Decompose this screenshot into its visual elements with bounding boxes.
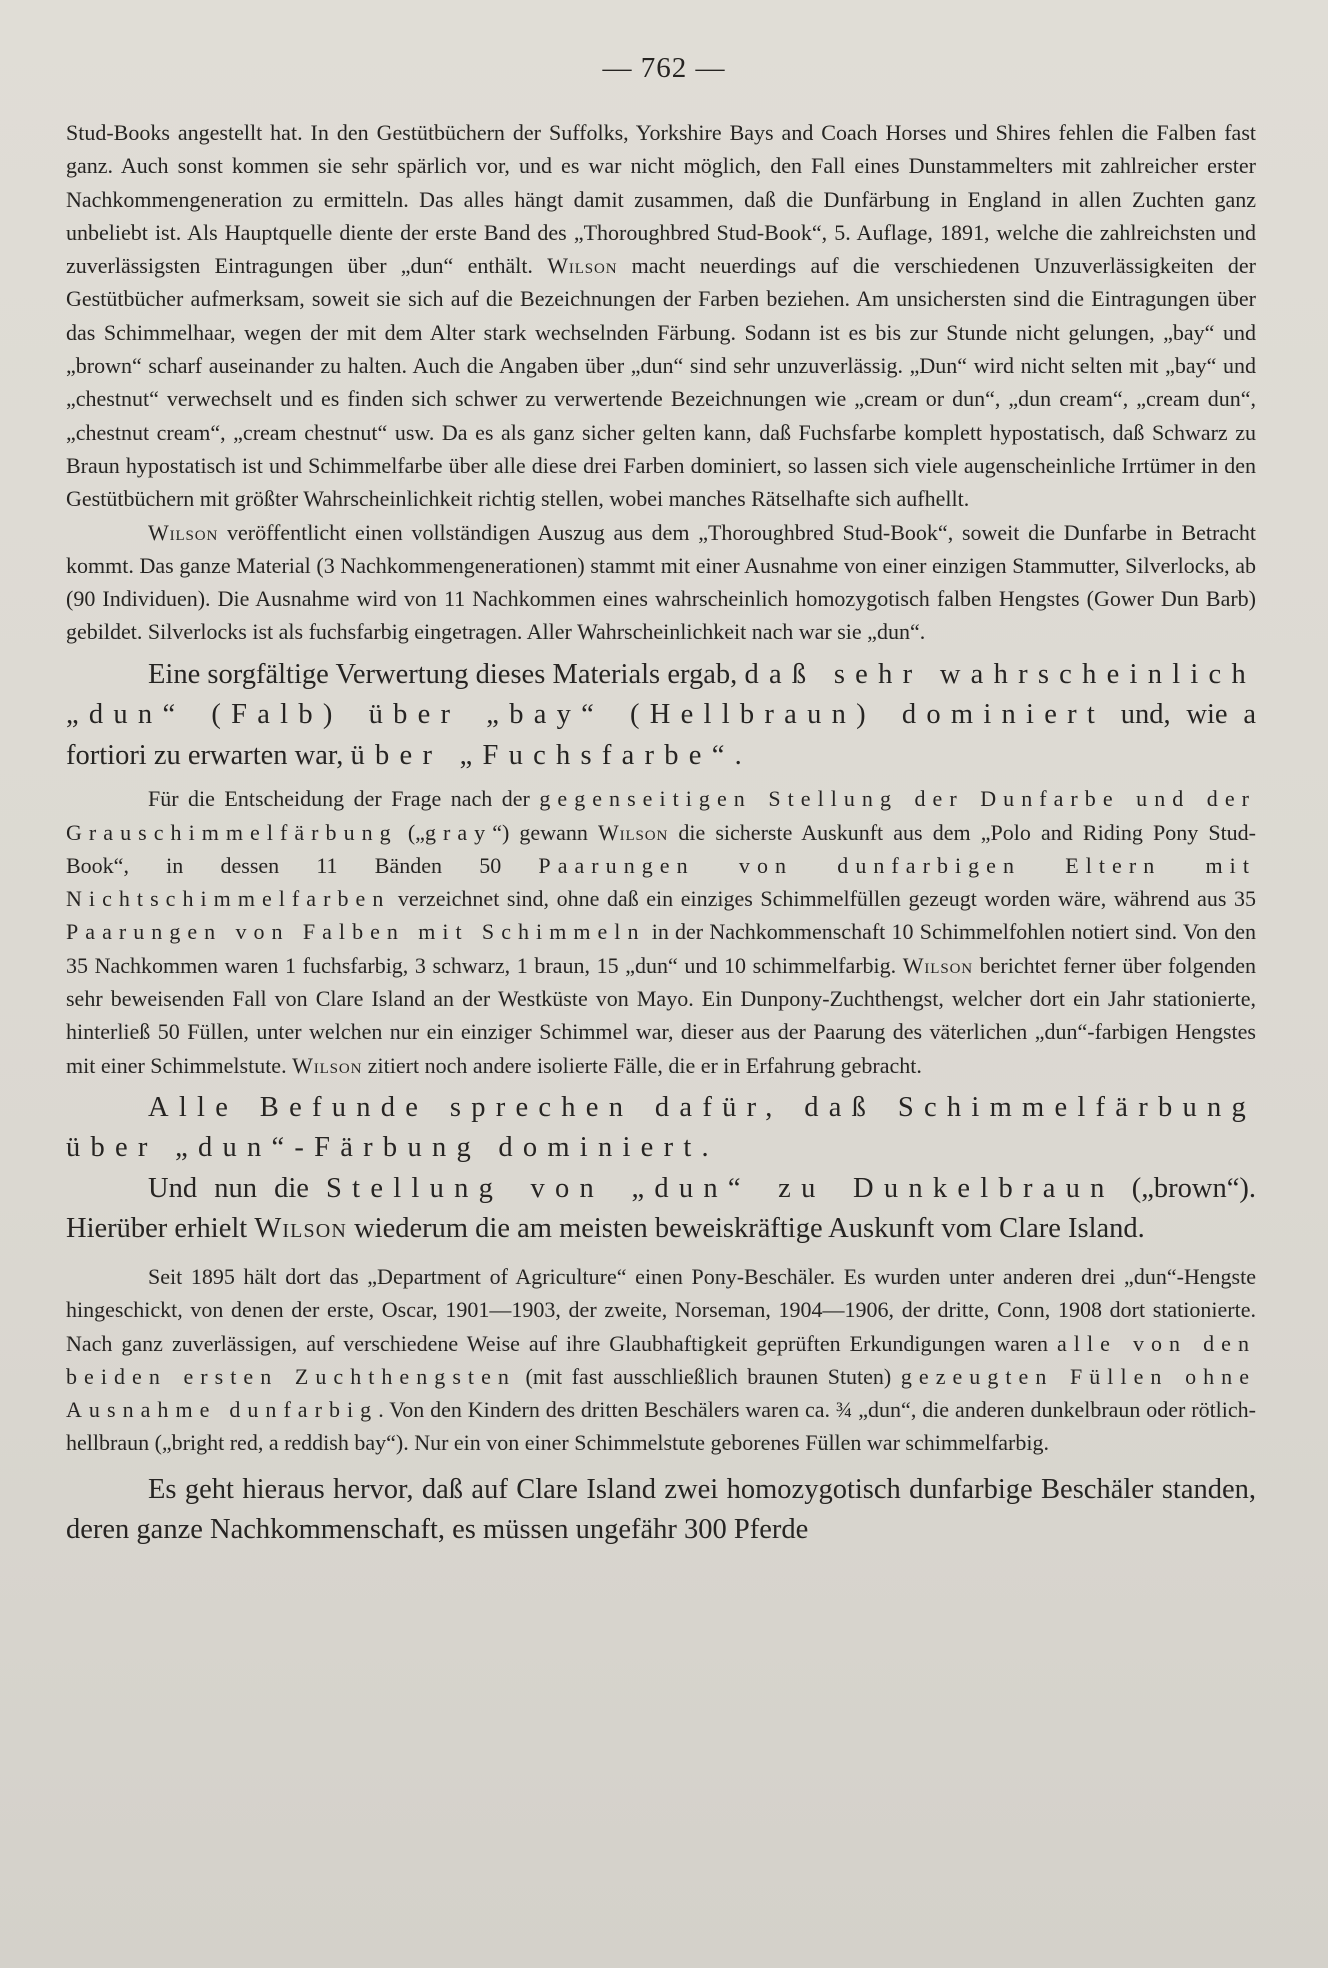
text-run: . bbox=[701, 1132, 709, 1164]
text-run: “) gewann bbox=[492, 819, 598, 845]
text-run: veröffentlicht einen vollständigen Auszug aus dem „Thoroughbred Stud-Book“, soweit die Dunfarbe in Betracht kommt. Das ganze Material (3 Nachkommengenerationen) stammt mit einer Ausnahme von einer einzigen Stammutter, Silverlocks, ab (90 Individuen). Die Ausnahme wird von 11 Nachkommen eines wahrscheinlich homozygotisch falben Hengstes (Gower Dun Barb) gebildet. Silverlocks ist als fuchsfarbig eingetragen. Aller Wahrscheinlichkeit nach war sie „dun“. bbox=[66, 519, 1256, 645]
text-run: in der Nachkommenschaft 10 Schimmelfohlen notiert sind. Von den 35 Nachkommen waren 1 fuchsfarbig, 3 schwarz, 1 braun, 15 „dun“ und 10 schimmelfarbig. bbox=[66, 919, 1256, 978]
spaced-emphasis: Paarungen von Falben mit Schimmeln bbox=[66, 919, 646, 945]
text-run: . Von den Kindern des dritten Beschälers waren ca. ¾ „dun“, die anderen dunkelbraun oder rötlich-hellbraun („bright red, a reddish bay“). Nur ein von einer Schimmelstute geborenes Füllen war schimmelfarbig. bbox=[66, 1397, 1256, 1456]
text-run: berichtet ferner über folgenden sehr beweisenden Fall von Clare Island an der Westküste von Mayo. Ein Dunpony-Zuchthengst, welcher dort ein Jahr stationierte, hinterließ 50 Füllen, unter welchen nur ein einziger Schimmel war, dieser aus der Paarung des väterlichen „dun“-farbigen Hengstes mit einer Schimmelstute. bbox=[66, 952, 1257, 1078]
paragraph-wilson-extract bbox=[66, 516, 1256, 649]
text-run: macht neuerdings auf die verschiedenen Unzuverlässigkeiten der Gestütbücher aufmerksam, soweit sie sich auf die Bezeichnungen der Farben beziehen. Am unsichersten sind die Eintragungen über das Schimmelhaar, wegen der mit dem Alter stark wechselnden Färbung. Sodann ist es bis zur Stunde nicht gelungen, „bay“ und „brown“ scharf auseinander zu halten. Auch die Angaben über „dun“ sind sehr unzuverlässig. „Dun“ wird nicht selten mit „bay“ und „chestnut“ verwechselt und es finden sich schwer zu verwertende Bezeichnungen wie „cream or dun“, „dun cream“, „cream dun“, „chestnut cream“, „cream chestnut“ usw. Da es als ganz sicher gelten kann, daß Fuchsfarbe komplett hypostatisch, daß Schwarz zu Braun hypostatisch ist und Schimmelfarbe über alle diese drei Farben dominiert, so lassen sich viele augenscheinliche Irrtümer in den Gestütbüchern mit größter Wahrscheinlichkeit richtig stellen, wobei manches Rätselhafte sich aufhellt. bbox=[66, 253, 1256, 512]
paragraph-clare-island-conclusion bbox=[66, 1470, 1256, 1551]
spaced-emphasis: alle von den beiden ersten Zuchthengsten bbox=[66, 1330, 1256, 1389]
text-run: Es geht hieraus hervor, daß auf Clare Island zwei homozygotisch dunfarbige Beschäler standen, deren ganze Nachkommenschaft, es müssen ungefähr 300 Pferde bbox=[66, 1473, 1256, 1546]
text-run: Seit 1895 hält dort das „Department of Agriculture“ einen Pony-Beschäler. Es wurden unter anderen drei „dun“-Hengste hingeschickt, von denen der erste, Oscar, 1901—1903, der zweite, Norseman, 1904—1906, der dritte, Conn, 1908 dort stationierte. Nach ganz zuverlässigen, auf verschiedene Weise auf ihre Glaubhaftigkeit geprüften Erkundigungen waren bbox=[66, 1263, 1256, 1356]
author-name-small-caps: Wilson bbox=[598, 819, 669, 845]
text-run: die sicherste Auskunft aus dem „Polo and Riding Pony Stud-Book“, in dessen 11 Bänden 50 bbox=[66, 819, 1257, 878]
text-run: Für die Entscheidung der Frage nach der bbox=[148, 786, 540, 812]
text-run: Eine sorgfältige Verwertung dieses Materials ergab, bbox=[148, 658, 745, 690]
text-run: Stud-Books angestellt hat. In den Gestütbüchern der Suffolks, Yorkshire Bays and Coach Horses und Shires fehlen die Falben fast ganz. Auch sonst kommen sie sehr spärlich vor, und es war nicht möglich, den Fall eines Dunstammelters mit zahlreicher erster Nachkommengeneration zu ermitteln. Das alles hängt damit zusammen, daß die Dunfärbung in England in allen Zuchten ganz unbeliebt ist. Als Hauptquelle diente der erste Band des „Thoroughbred Stud-Book“, 5. Auflage, 1891, welche die zahlreichsten und zuverlässigsten Eintragungen über „dun“ enthält. bbox=[66, 120, 1256, 279]
spaced-emphasis: Stellung von „dun“ zu Dunkelbraun bbox=[326, 1172, 1115, 1204]
spaced-emphasis: gray bbox=[424, 819, 493, 845]
text-run: und, wie a fortiori zu erwarten war, bbox=[66, 699, 1256, 771]
paragraph-dun-vs-brown bbox=[66, 1169, 1256, 1250]
spaced-emphasis: daß sehr wahrscheinlich „dun“ (Falb) über „bay“ (Hellbraun) dominiert bbox=[66, 658, 1256, 731]
text-run: . bbox=[734, 739, 742, 771]
paragraph-dun-dominance-result bbox=[66, 655, 1256, 777]
text-run: zitiert noch andere isolierte Fälle, die er in Erfahrung gebracht. bbox=[362, 1052, 922, 1078]
paragraph-gray-dominance-result bbox=[66, 1088, 1256, 1169]
spaced-emphasis: gezeugten Füllen ohne Ausnahme dunfarbig bbox=[66, 1363, 1256, 1423]
author-name-small-caps: Wilson bbox=[292, 1052, 363, 1078]
spaced-emphasis: Paarungen von dunfarbigen Eltern mit Nichtschimmelfarben bbox=[66, 852, 1256, 912]
author-name-small-caps: Wilson bbox=[254, 1213, 347, 1245]
page-body bbox=[66, 116, 1256, 1551]
text-run: Und nun die bbox=[148, 1172, 327, 1204]
paragraph-gray-vs-dun bbox=[66, 782, 1256, 1082]
text-run: (mit fast ausschließlich braunen Stuten) bbox=[515, 1363, 901, 1389]
author-name-small-caps: Wilson bbox=[148, 519, 219, 545]
text-run: wiederum die am meisten beweiskräftige Auskunft vom Clare Island. bbox=[346, 1213, 1145, 1245]
text-run: („ bbox=[397, 819, 425, 845]
spaced-emphasis: gegenseitigen Stellung der Dunfarbe und der Grauschimmelfärbung bbox=[66, 786, 1256, 845]
text-run: verzeichnet sind, ohne daß ein einziges Schimmelfüllen gezeugt worden wäre, während aus 35 bbox=[390, 886, 1256, 912]
author-name-small-caps: Wilson bbox=[902, 952, 973, 978]
text-run: („brown“). Hierüber erhielt bbox=[66, 1172, 1256, 1245]
paragraph-studbook-sources bbox=[66, 116, 1256, 516]
author-name-small-caps: Wilson bbox=[547, 253, 618, 279]
page-number: — 762 — bbox=[602, 52, 726, 84]
spaced-emphasis: Alle Befunde sprechen dafür, daß Schimmelfärbung über „dun“-Färbung dominiert bbox=[66, 1091, 1256, 1164]
paragraph-clare-island-report bbox=[66, 1260, 1256, 1460]
spaced-emphasis: über „Fuchsfarbe“ bbox=[350, 739, 735, 771]
